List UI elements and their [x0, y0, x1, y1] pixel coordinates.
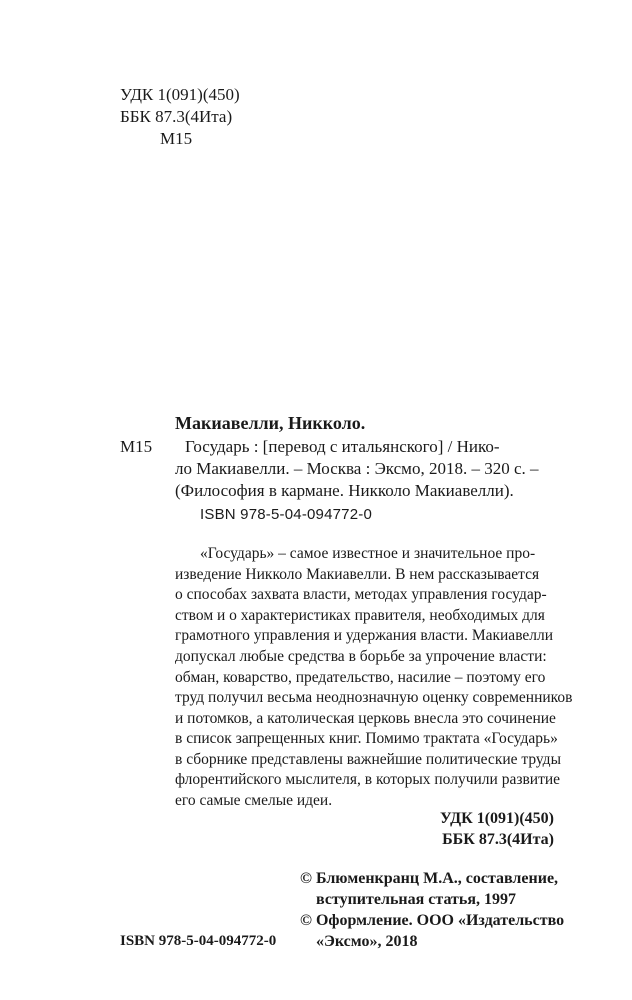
annotation-line: флорентийского мыслителя, в которых получили развитие — [175, 771, 561, 788]
top-bbk-code: ББК 87.3(4Ита) — [120, 107, 233, 126]
annotation-line: ством и о характеристиках правителя, необходимых для — [175, 607, 545, 624]
description-line: ло Макиавелли. – Москва : Эксмо, 2018. – 320 с. – — [175, 459, 539, 478]
entry-author-mark: М15 — [120, 437, 153, 456]
bottom-bbk-code: ББК 87.3(4Ита) — [442, 831, 554, 848]
bottom-isbn: ISBN 978-5-04-094772-0 — [120, 933, 277, 949]
copyright-line: © Блюменкранц М.А., составление, — [300, 870, 559, 887]
annotation-line: и потомков, а католическая церковь внесла это сочинение — [175, 710, 556, 727]
bottom-udk-code: УДК 1(091)(450) — [439, 810, 554, 827]
description-line: Государь : [перевод с итальянского] / Нико- — [185, 437, 500, 456]
author-heading: Макиавелли, Никколо. — [175, 413, 366, 433]
top-udk-code: УДК 1(091)(450) — [120, 85, 240, 104]
annotation-line: «Государь» – самое известное и значительное про- — [200, 545, 536, 562]
description-line: (Философия в кармане. Никколо Макиавелли). — [175, 481, 514, 500]
copyright-line: © Оформление. ООО «Издательство — [300, 912, 565, 929]
annotation-line: его самые смелые идеи. — [175, 792, 333, 809]
annotation-line: труд получил весьма неоднозначную оценку современников — [175, 689, 573, 706]
annotation-line: о способах захвата власти, методах управления государ- — [175, 586, 547, 603]
annotation-line: обман, коварство, предательство, насилие – поэтому его — [175, 669, 546, 686]
annotation-line: в список запрещенных книг. Помимо трактата «Государь» — [175, 730, 558, 747]
entry-isbn: ISBN 978-5-04-094772-0 — [200, 506, 373, 523]
annotation-line: изведение Никколо Макиавелли. В нем рассказывается — [175, 566, 540, 583]
annotation-line: допускал любые средства в борьбе за упрочение власти: — [175, 648, 547, 665]
annotation-line: в сборнике представлены важнейшие политические труды — [175, 751, 561, 768]
copyright-line: вступительная статья, 1997 — [316, 891, 517, 908]
copyright-line: «Эксмо», 2018 — [316, 933, 418, 950]
annotation-line: грамотного управления и удержания власти. Макиавелли — [175, 627, 554, 644]
top-author-mark: М15 — [160, 129, 193, 148]
